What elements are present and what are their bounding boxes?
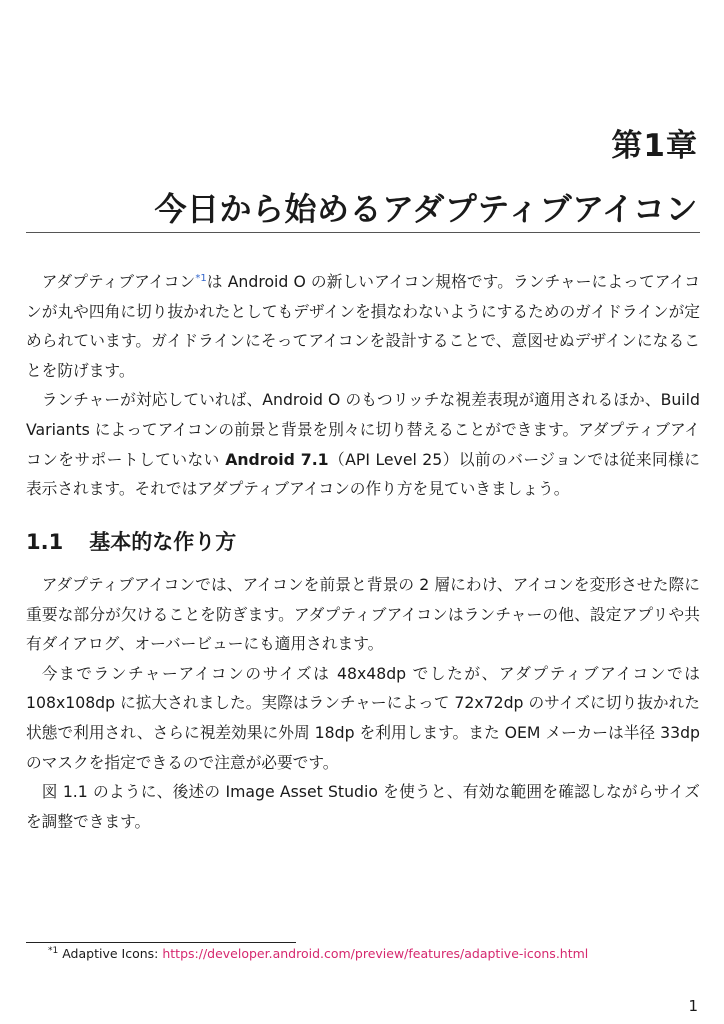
section-paragraph-3: 図 1.1 のように、後述の Image Asset Studio を使うと、有効な範囲を確認しながらサイズを調整できます。: [26, 782, 700, 831]
footnote: [48, 946, 588, 961]
intro-p1-rest: は Android O の新しいアイコン規格です。ランチャーによってアイコンが丸や四角に切り抜かれたとしてもデザインを損なわないようにするためのガイドラインが定められています。ガイドラインにそってアイコンを設計することで、意図せぬデザインになることを防げます。: [26, 272, 700, 380]
intro-p2-start: ランチャーが対応していれば、Android O のもつリッチな視差表現が適用されるほか、Build Variants によってアイコンの前景と背景を別々に切り替えることができます。アダプティブアイコンをサポートしていない: [26, 390, 700, 469]
section-paragraph-2: 今までランチャーアイコンのサイズは 48x48dp でしたが、アダプティブアイコンでは 108x108dp に拡大されました。実際はランチャーによって 72x72dp のサイズに切り抜かれた状態で利用され、さらに視差効果に外周 18dp を利用します。また OEM メーカーは半径 33dp のマスクを指定できるので注意が必要です。: [26, 663, 700, 772]
footnote-mark: *1: [48, 945, 59, 956]
section-body: [26, 570, 700, 836]
footnote-reference[interactable]: *1: [195, 272, 207, 284]
chapter-title: 今日から始めるアダプティブアイコン: [154, 190, 698, 228]
title-divider: [26, 232, 700, 233]
footnote-divider: [26, 942, 296, 943]
android-version-bold: Android 7.1: [225, 449, 329, 469]
intro-paragraph-2: [26, 385, 700, 503]
section-paragraph-1: アダプティブアイコンでは、アイコンを前景と背景の 2 層にわけ、アイコンを変形させた際に重要な部分が欠けることを防ぎます。アダプティブアイコンはランチャーの他、設定アプリや共有ダイアログ、オーバービューにも適用されます。: [26, 575, 700, 654]
intro-p1-start: アダプティブアイコン: [41, 272, 196, 291]
intro-p2-rest: （API Level 25）以前のバージョンでは従来同様に表示されます。それではアダプティブアイコンの作り方を見ていきましょう。: [26, 449, 700, 499]
intro-body: [26, 267, 700, 504]
footnote-link[interactable]: https://developer.android.com/preview/features/adaptive-icons.html: [162, 946, 589, 961]
page-number: 1: [688, 997, 698, 1015]
section-title: 基本的な作り方: [89, 530, 237, 554]
intro-paragraph-1: [26, 267, 700, 385]
section-number: 1.1: [26, 530, 64, 554]
chapter-label: 第1章: [611, 128, 698, 164]
footnote-label: Adaptive Icons:: [62, 946, 163, 961]
section-heading: [26, 526, 236, 556]
